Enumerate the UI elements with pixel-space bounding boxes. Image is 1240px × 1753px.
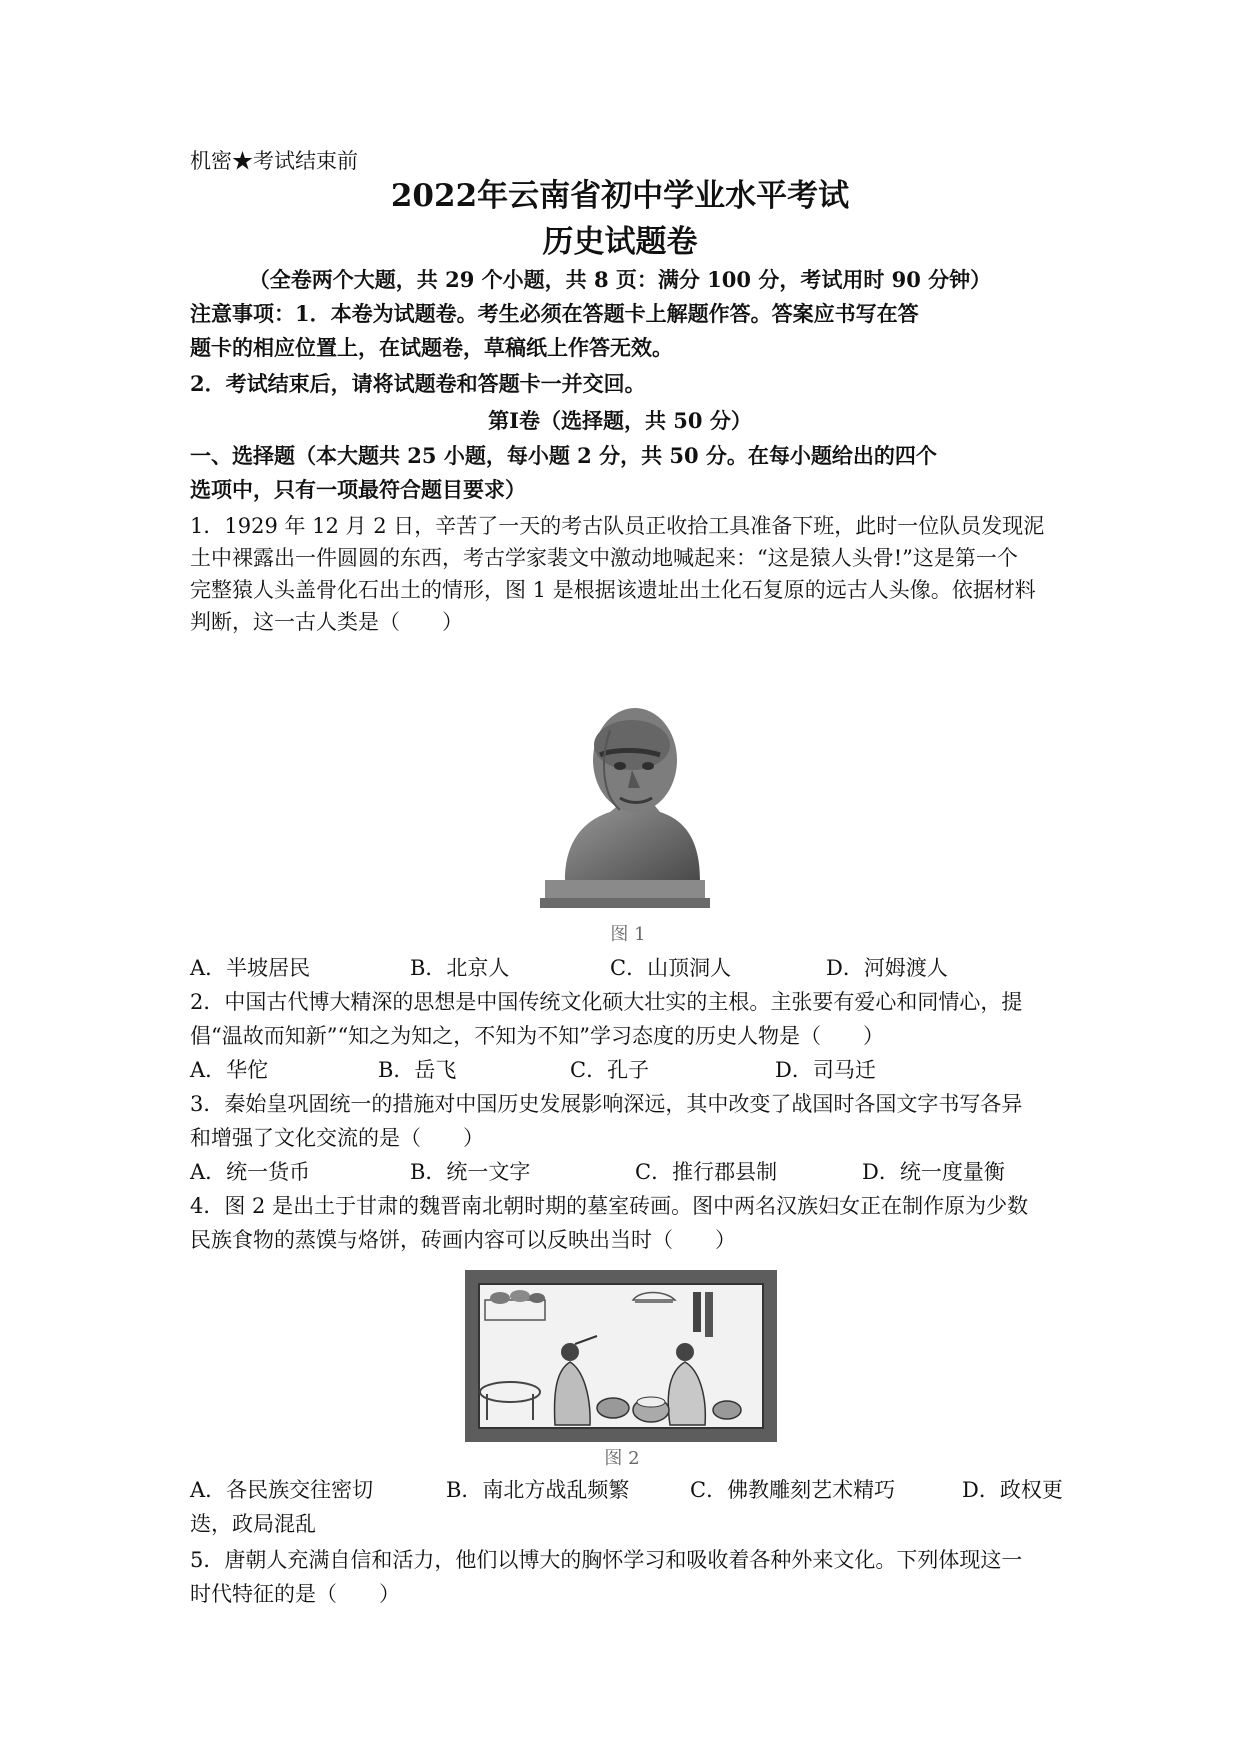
q2-text-line: 倡“温故而知新”“知之为知之，不知为不知”学习态度的历史人物是（ ） [190, 1024, 884, 1048]
figure-2-brick-painting [465, 1270, 777, 1442]
part1-heading: 第Ⅰ卷（选择题，共 50 分） [488, 408, 752, 433]
figure-1-bust-image [540, 700, 715, 915]
q3-option-c[interactable]: C．推行郡县制 [635, 1160, 778, 1184]
q4-option-d[interactable]: D．政权更 [962, 1478, 1063, 1502]
q5-text-line: 时代特征的是（ ） [190, 1582, 400, 1606]
q5-text-line: 5．唐朝人充满自信和活力，他们以博大的胸怀学习和吸收着各种外来文化。下列体现这一 [190, 1548, 1023, 1572]
q4-text-line: 民族食物的蒸馍与烙饼，砖画内容可以反映出当时（ ） [190, 1228, 736, 1252]
q1-option-a[interactable]: A．半坡居民 [190, 956, 311, 980]
q2-options [190, 1055, 1056, 1085]
q1-text-line: 判断，这一古人类是（ ） [190, 610, 463, 634]
q2-option-a[interactable]: A．华佗 [190, 1058, 269, 1082]
q1-text-line: 土中裸露出一件圆圆的东西，考古学家裴文中激动地喊起来：“这是猿人头骨!”这是第一个 [190, 546, 1018, 570]
section-heading-line-1: 一、选择题（本大题共 25 小题，每小题 2 分，共 50 分。在每小题给出的四个 [190, 443, 937, 468]
notes-line-2: 题卡的相应位置上，在试题卷，草稿纸上作答无效。 [190, 335, 673, 360]
q3-options [190, 1157, 1056, 1187]
figure-1-caption: 图 1 [610, 924, 646, 945]
q4-option-b[interactable]: B．南北方战乱频繁 [446, 1478, 630, 1502]
notes-line-1: 注意事项：1．本卷为试题卷。考生必须在答题卡上解题作答。答案应书写在答 [190, 301, 919, 326]
exam-title: 2022年云南省初中学业水平考试 [390, 178, 850, 214]
exam-info: （全卷两个大题，共 29 个小题，共 8 页：满分 100 分，考试用时 90 分钟） [248, 267, 992, 292]
notes-line-3: 2．考试结束后，请将试题卷和答题卡一并交回。 [190, 371, 646, 396]
q4-options [190, 1475, 1063, 1505]
q2-option-c[interactable]: C．孔子 [570, 1058, 650, 1082]
q2-option-b[interactable]: B．岳飞 [378, 1058, 457, 1082]
q2-text-line: 2．中国古代博大精深的思想是中国传统文化硕大壮实的主根。主张要有爱心和同情心，提 [190, 990, 1023, 1014]
q3-option-b[interactable]: B．统一文字 [410, 1160, 531, 1184]
q4-option-c[interactable]: C．佛教雕刻艺术精巧 [690, 1478, 896, 1502]
q1-option-b[interactable]: B．北京人 [410, 956, 510, 980]
q4-option-d-continuation: 迭，政局混乱 [190, 1512, 316, 1536]
q1-option-c[interactable]: C．山顶洞人 [610, 956, 732, 980]
q3-option-d[interactable]: D．统一度量衡 [862, 1160, 1005, 1184]
q1-text-line: 1．1929 年 12 月 2 日，辛苦了一天的考古队员正收拾工具准备下班，此时一位队员发现泥 [190, 514, 1045, 538]
q3-text-line: 和增强了文化交流的是（ ） [190, 1126, 484, 1150]
section-heading-line-2: 选项中，只有一项最符合题目要求） [190, 477, 526, 502]
q1-text-line: 完整猿人头盖骨化石出土的情形，图 1 是根据该遗址出土化石复原的远古人头像。依据材料 [190, 578, 1036, 602]
q3-option-a[interactable]: A．统一货币 [190, 1160, 311, 1184]
q4-option-a[interactable]: A．各民族交往密切 [190, 1478, 374, 1502]
q4-text-line: 4．图 2 是出土于甘肃的魏晋南北朝时期的墓室砖画。图中两名汉族妇女正在制作原为少数 [190, 1194, 1029, 1218]
exam-subtitle: 历史试题卷 [542, 224, 698, 260]
q3-text-line: 3．秦始皇巩固统一的措施对中国历史发展影响深远，其中改变了战国时各国文字书写各异 [190, 1092, 1023, 1116]
q2-option-d[interactable]: D．司马迁 [775, 1058, 876, 1082]
figure-2-caption: 图 2 [604, 1448, 640, 1469]
confidential-label: 机密★考试结束前 [190, 149, 358, 173]
q1-option-d[interactable]: D．河姆渡人 [826, 956, 948, 980]
q1-options [190, 953, 1056, 983]
